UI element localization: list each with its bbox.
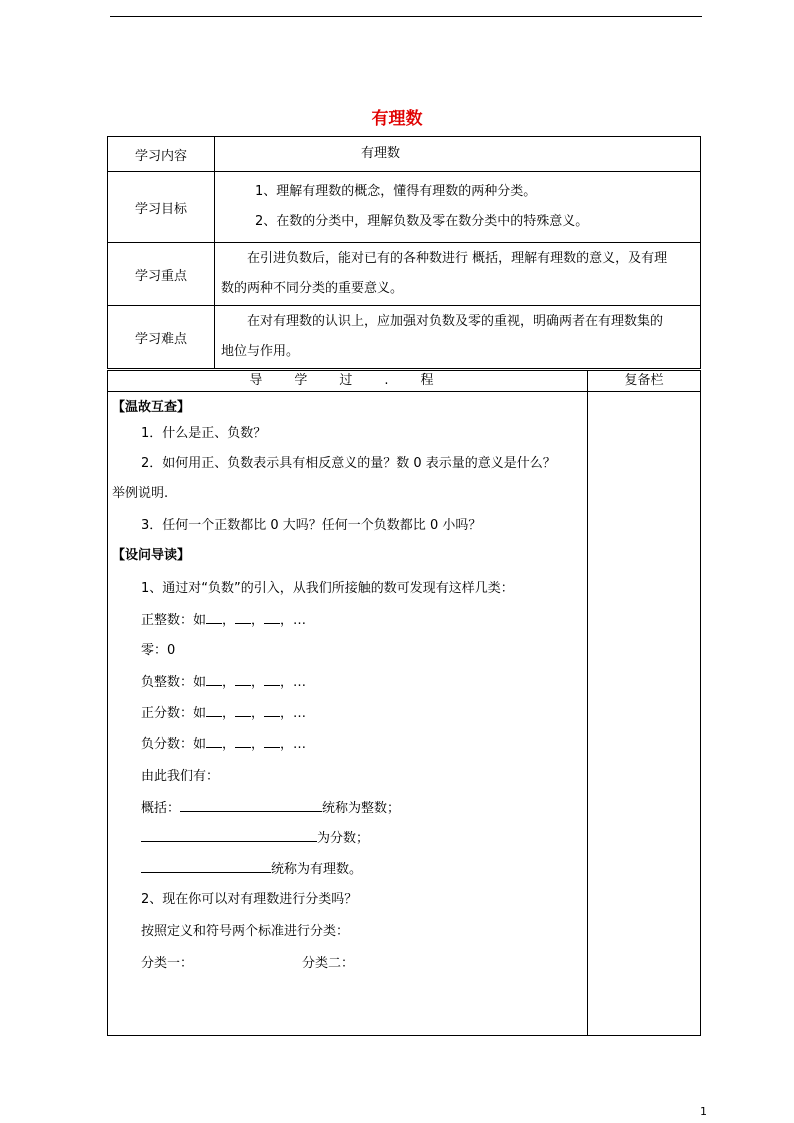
row-value-difficulties [215,306,701,369]
review-question-1: 1．什么是正、负数？ [141,426,267,441]
category-label: 正分数：如 [141,706,207,721]
guide-question-2: 2、现在你可以对有理数进行分类吗？ [141,892,358,907]
answer-blank[interactable] [235,735,251,748]
classification-one-label: 分类一： [141,956,194,971]
guide-heading: 【设问导读】 [112,548,191,563]
review-heading: 【温故互查】 [112,400,191,415]
review-question-2-continued: 举例说明. [112,486,169,501]
content-line: 2、在数的分类中，理解负数及零在数分类中的特殊意义。 [255,214,589,229]
page-title: 有理数 [371,109,423,129]
header-divider [108,391,700,392]
category-label: 正整数：如 [141,613,207,628]
content-line: 有理数 [361,146,401,161]
positive-fractions-line: 正分数：如 ， ， ，… [141,706,307,721]
content-line: 在引进负数后，能对已有的各种数进行 概括，理解有理数的意义，及有理 [247,251,668,266]
process-column-header: 导学过.程 [249,373,466,388]
table-row [108,172,701,243]
answer-blank[interactable] [264,735,280,748]
negative-fractions-line: 负分数：如 ， ， ，… [141,737,307,752]
answer-blank[interactable] [206,704,222,717]
review-question-2: 2．如何用正、负数表示具有相反意义的量？数 0 表示量的意义是什么？ [141,456,556,471]
summary-line-1 [141,797,400,816]
column-divider [587,371,588,1035]
answer-blank[interactable] [206,735,222,748]
answer-blank[interactable] [141,829,317,842]
row-value-goals [215,172,701,243]
answer-blank[interactable] [235,611,251,624]
classification-instruction: 按照定义和符号两个标准进行分类： [141,924,350,939]
row-label-difficulties: 学习难点 [108,306,215,369]
category-label: 负整数：如 [141,675,207,690]
page-number: 1 [700,1105,707,1118]
guide-question-1: 1、通过对“负数”的引入，从我们所接触的数可发现有这样几类： [141,581,514,596]
content-line: 地位与作用。 [221,344,300,359]
row-value-content [215,137,701,172]
review-column-header: 复备栏 [624,373,664,388]
content-line: 1、理解有理数的概念，懂得有理数的两种分类。 [255,184,537,199]
negative-integers-line: 负整数：如 ， ， ，… [141,675,307,690]
info-table [107,136,701,369]
summary-text: 统称为整数； [322,801,401,816]
summary-text: 统称为有理数。 [271,862,363,877]
category-label: 负分数：如 [141,737,207,752]
table-row [108,306,701,369]
answer-blank[interactable] [264,704,280,717]
table-row [108,137,701,172]
summary-line-2 [141,827,369,846]
answer-blank[interactable] [180,799,322,812]
conclusion-intro: 由此我们有： [141,769,220,784]
answer-blank[interactable] [206,673,222,686]
answer-blank[interactable] [235,704,251,717]
summary-text: 为分数； [317,831,370,846]
summary-label: 概括： [141,801,181,816]
row-label-content: 学习内容 [108,137,215,172]
positive-integers-line: 正整数：如 ， ， ，… [141,613,307,628]
zero-line: 零：0 [141,643,176,658]
row-label-key-points: 学习重点 [108,243,215,306]
header-rule [110,16,702,17]
row-value-key-points [215,243,701,306]
answer-blank[interactable] [206,611,222,624]
answer-blank[interactable] [264,673,280,686]
content-line: 在对有理数的认识上，应加强对负数及零的重视，明确两者在有理数集的 [247,314,664,329]
answer-blank[interactable] [235,673,251,686]
summary-line-3 [141,858,362,877]
row-label-goals: 学习目标 [108,172,215,243]
table-row [108,243,701,306]
classification-two-label: 分类二： [302,956,355,971]
answer-blank[interactable] [264,611,280,624]
content-line: 数的两种不同分类的重要意义。 [221,281,404,296]
answer-blank[interactable] [141,860,271,873]
review-question-3: 3．任何一个正数都比 0 大吗？任何一个负数都比 0 小吗？ [141,518,482,533]
